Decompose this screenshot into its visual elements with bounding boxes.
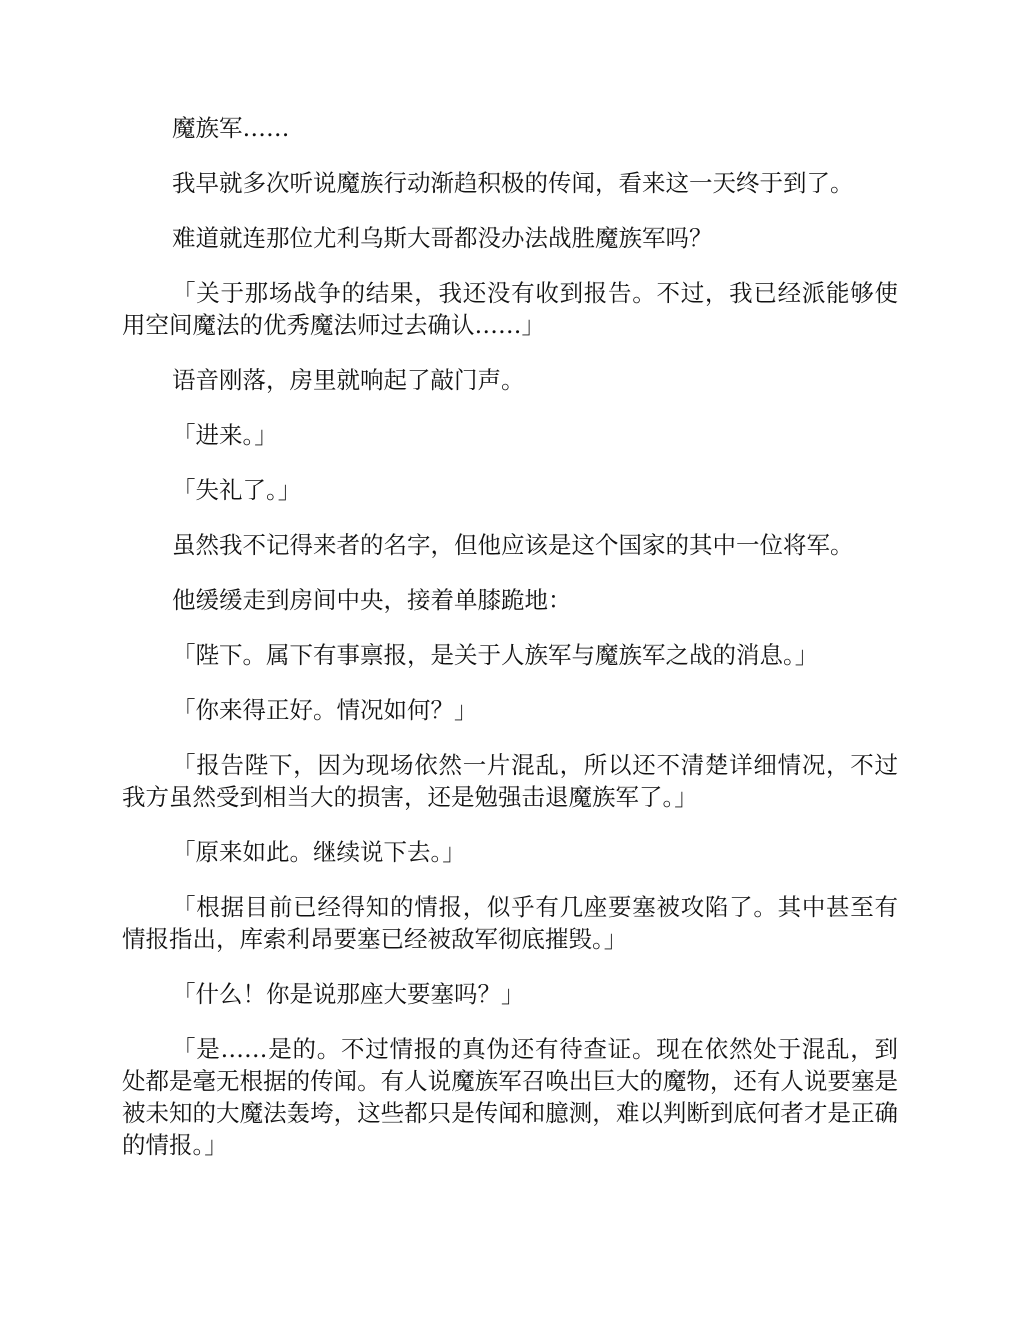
- paragraph: 魔族军……: [172, 114, 290, 142]
- paragraph: 「是……是的。不过情报的真伪还有待查证。现在依然处于混乱，到处都是毫无根据的传闻。有人说魔族军召唤出巨大的魔物，还有人说要塞是被未知的大魔法轰垮，这些都只是传闻和臆测，难以判断到底何者才是正确的情报。」: [122, 1035, 898, 1159]
- paragraph: 「你来得正好。情况如何？」: [172, 696, 478, 724]
- document-page: [122, 112, 898, 1184]
- paragraph: 难道就连那位尤利乌斯大哥都没办法战胜魔族军吗？: [172, 224, 713, 252]
- paragraph: 虽然我不记得来者的名字，但他应该是这个国家的其中一位将军。: [172, 531, 854, 559]
- paragraph: 「什么！你是说那座大要塞吗？」: [172, 980, 525, 1008]
- paragraph: 语音刚落，房里就响起了敲门声。: [172, 366, 525, 394]
- paragraph: 「根据目前已经得知的情报，似乎有几座要塞被攻陷了。其中甚至有情报指出，库索利昂要塞已经被敌军彻底摧毁。」: [122, 893, 898, 953]
- paragraph: 「失礼了。」: [172, 476, 302, 504]
- paragraph: 「报告陛下，因为现场依然一片混乱，所以还不清楚详细情况，不过我方虽然受到相当大的损害，还是勉强击退魔族军了。」: [122, 751, 898, 811]
- paragraph: 「陛下。属下有事禀报，是关于人族军与魔族军之战的消息。」: [172, 641, 819, 669]
- paragraph: 「进来。」: [172, 421, 278, 449]
- paragraph: 我早就多次听说魔族行动渐趋积极的传闻，看来这一天终于到了。: [172, 169, 854, 197]
- paragraph: 「关于那场战争的结果，我还没有收到报告。不过，我已经派能够使用空间魔法的优秀魔法师过去确认……」: [122, 279, 898, 339]
- paragraph: 「原来如此。继续说下去。」: [172, 838, 466, 866]
- paragraph: 他缓缓走到房间中央，接着单膝跪地：: [172, 586, 572, 614]
